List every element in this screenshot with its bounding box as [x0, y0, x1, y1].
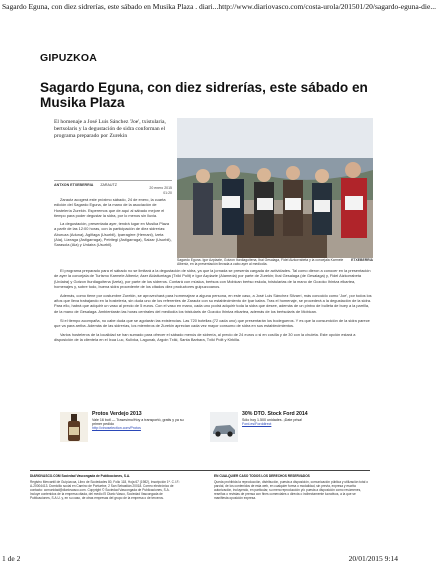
- section-label[interactable]: GIPUZKOA: [40, 52, 98, 64]
- ad-protos[interactable]: [60, 412, 200, 464]
- legal-text: Registro Mercantil de Guipúzcoa, Libro de Sociedades 80, Folio 118, Hoja 67 (1982), Inscripción 1ª. C.I.F.: A-20004413. Domicilio social en Camino de Portuetxe, 2 San Sebastián 20018. Correo electrónico de contacto: comunidad@diariovasco.com. Copyright © Sociedad Vascongada de Publicaciones, S.A. Incluye contenidos de la empresa citada, del medio El Diario Vasco, Sociedad Vascongada de Publicaciones, S.A.U. y, en su caso, de otras empresas del grupo de la empresa o de terceros.: [30, 479, 180, 501]
- ad-title[interactable]: Protos Verdejo 2013: [92, 411, 142, 417]
- ad-link[interactable]: Ford.es/Forddirect: [242, 422, 272, 426]
- legal-right: [214, 474, 370, 500]
- ad-link[interactable]: http://vinoselection.com/Protos: [92, 426, 141, 431]
- article-subheadline: El homenaje a José Luis Sánchez 'Joe', txistularia, bertsolaris y la degustación de sidra conforman el programa preparado por Zurekin: [54, 119, 166, 139]
- byline-location: ZARAUTZ: [100, 183, 117, 187]
- legal-text: Queda prohibida la reproducción, distribución, puesta a disposición, comunicación pública y utilización total o parcial, de los contenidos de esta web, en cualquier forma o modalidad, sin previa, expresa y escrita autorización, incluyendo, en particular, su mera reproducción y/o puesta a disposición como resúmenes, reseñas o revistas de prensa con fines comerciales o directa o indirectamente lucrativos, a la que se manifiesta oposición expresa.: [214, 479, 368, 501]
- body-paragraph: El programa preparado para el sábado no se limitará a la degustación de sidra, ya que la jornada se presenta cargada de actividades. Tal como dieron a conocer en la presentación de ayer la concejala de Turismo Karmele Albeniz; Aser Aldaiturriaga (Txiki Polit) e Igor Azpiazte (Alameda) por parte de Zurekin; Ibai Gesalaga (de Gesalaga) y, Fidel Aizkorrabeta (Urdaira) y Gotzon Iturdiagoitena (Izeta), por parte de los sidreros. Contará con música, bertsos con Mobican bertso eskola, txistularias de la mano de Gozoko Ihintza elkartea, homenajes y, sobre todo, buena sidra procedente de los citados diez productores guipuzcoanos.: [54, 268, 371, 289]
- body-paragraph: Zarautz acogerá este próximo sábado, 24 de enero, la cuarta edición del Sagardo Eguna, de la mano de la asociación de Hostelería Zurekin. Esperemos que de aquí al sábado mejore el tiempo para poder degustar la sidra, por lo menos sin lluvia.: [54, 197, 166, 218]
- wine-bottle-thumb: [60, 412, 88, 442]
- article-photo[interactable]: [177, 118, 373, 258]
- legal-heading: DIARIOVASCO.COM Sociedad Vascongada de Publicaciones, S.A.: [30, 474, 131, 478]
- car-thumb: [210, 412, 238, 442]
- ad-body: Sólo hoy 1.500 unidades. ¡Date prisa!: [242, 417, 303, 422]
- article-date: 20 enero 2015: [149, 186, 172, 190]
- article-headline: Sagardo Eguna, con diez sidrerías, este sábado en Musika Plaza: [40, 80, 368, 110]
- body-paragraph: La degustación, presentada ayer, tendrá lugar en Musika Plaza a partir de las 12:00 horas, con la participación de diez sidrerías: Aburuza (Aduna), Agiñaga (Usurbil), Iparragirre (Hernani), Izeta (Aia), Lizeaga (Astigarraga), Petritegi (Astigarraga), Saizar (Usurbil), Sarasola (Aia) y Urdaira (Usurbil).: [54, 221, 172, 248]
- ad-ford[interactable]: [210, 412, 360, 464]
- author-name[interactable]: ANTXON ETXEBERRIA: [54, 183, 94, 187]
- print-footer: [2, 554, 398, 563]
- body-paragraph: Si el tiempo acompaña, no cabe duda que se agotarán las existencias. Las 720 botellas (72 cada uno) que presentarán los bodegueros. Y es que la consumición de la sidra parece que va para arriba. Además de las sidrerías, los miembros de Zurekin aprecian cada vez mayor consumo de sidra en sus establecimientos.: [54, 317, 370, 328]
- print-header: [2, 2, 436, 11]
- photo-caption: [177, 258, 373, 266]
- legal-heading: EN CUALQUIER CASO TODOS LOS DERECHOS RESERVADOS: [214, 474, 310, 478]
- legal-left: [30, 474, 180, 500]
- article-time: 01:20: [163, 190, 172, 195]
- print-timestamp: 20/01/2015 9:14: [348, 554, 398, 563]
- body-paragraph: Además, como tiene por costumbre Zurekin, se aprovechará para homenajear a alguna persona, en este caso, a José Luis Sánchez Silvarrí, más conocido como 'Joe', por todos los años que lleva trabajando en la hostelería, sin duda uno de los referentes de Zarautz con su establecimiento de Ipar kalea. Tras el homenaje, se procederá a la degustación de la sidra. Para ello, habrá que adquirir un vaso al precio de 5 euros. Con el vaso en mano, cada uno podrá adquirir toda la sidra que desee, además de un pintxo de bulleta de buey a la parrilla, de la mano de Gesalaga. Ambientarán las horas centrales del mediodía los txistularis de Gozoko Ihintza elkartea, además de los bertsolaris de Mobican.: [54, 292, 372, 314]
- article-body-column: [54, 197, 172, 251]
- photo-caption-text: Sagardo Eguna. Igor Azpiazte, Gotzon Iturdiagoitena, Ibai Gesalaga, Fidel Aizkorrabeta y la concejala Karmele Albeniz, en la presentación llevada a cabo ayer al mediodía.: [177, 258, 344, 267]
- ad-strip: [60, 412, 360, 464]
- body-paragraph: Varios hosteleros de la localidad se han sumado para ofrecer el sábado menús de sidrería, al precio de 24 euros o si en cosílla y de 30 con la chuleta. Este opción estará a disposición de la clientela en el Ixua Luc, Kulixka, Lagunak, Argoin Txiki, Santa Barbara, Txiki Polit y Kirkilla.: [54, 331, 356, 343]
- dateline: [54, 186, 172, 195]
- page-count: 1 de 2: [2, 554, 21, 563]
- ad-body: Vale 16 botl — Trasesimo/Hoy a transportó, gratis y ya su primer pedido: [92, 417, 184, 426]
- page-title: Sagardo Eguna, con diez sidrerías, este sábado en Musika Plaza . diari...: [2, 2, 219, 11]
- photo-illustration: [177, 118, 373, 258]
- photo-credit: ETXEBERRIA: [351, 258, 373, 262]
- article-body-wide: [54, 268, 372, 346]
- ad-title[interactable]: 30% DTO. Stock Ford 2014: [242, 411, 308, 417]
- page-url[interactable]: http://www.diariovasco.com/costa-urola/201501/20/sagardo-eguna-die...: [218, 2, 436, 11]
- footer-divider: [30, 470, 370, 471]
